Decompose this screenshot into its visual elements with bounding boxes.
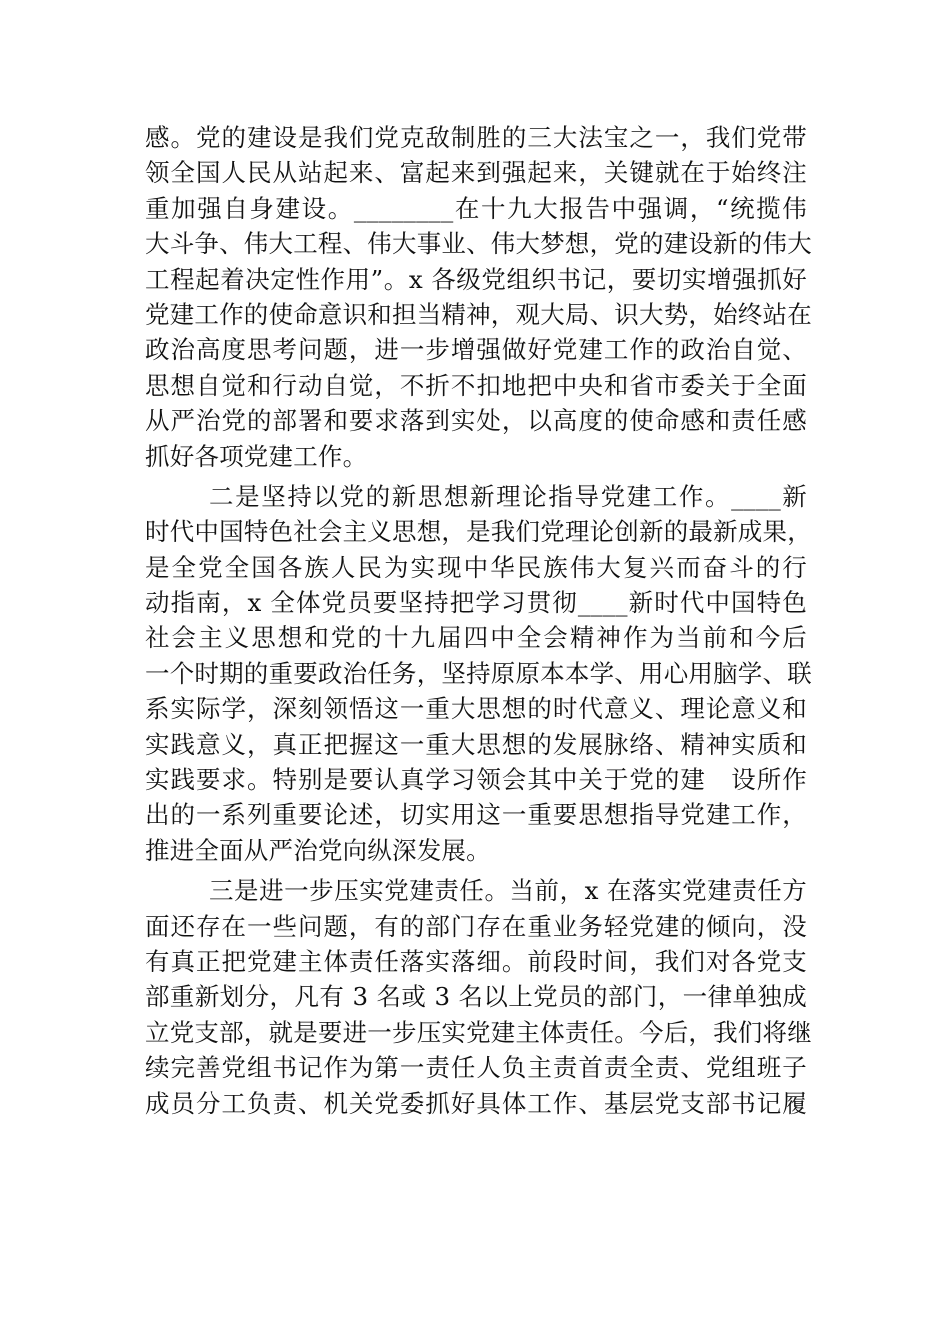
text-line: 社会主义思想和党的十九届四中全会精神作为当前和今后 xyxy=(145,623,807,653)
document-body xyxy=(145,120,812,1121)
text-line: 面还存在一些问题，有的部门存在重业务轻党建的倾向，没 xyxy=(145,911,807,941)
text-line: 从严治党的部署和要求落到实处，以高度的使命感和责任感 xyxy=(145,406,807,436)
text-line: 实践意义，真正把握这一重大思想的发展脉络、精神实质和 xyxy=(145,729,807,759)
paragraph-1 xyxy=(145,120,812,474)
text-line: 重加强自身建设。________在十九大报告中强调，“统揽伟 xyxy=(145,193,807,223)
text-line: 系实际学，深刻领悟这一重大思想的时代意义、理论意义和 xyxy=(145,694,807,724)
text-line: 续完善党组书记作为第一责任人负主责首责全责、党组班子 xyxy=(145,1053,807,1083)
text-line: 动指南，x 全体党员要坚持把学习贯彻____新时代中国特色 xyxy=(145,588,807,618)
text-line: 二是坚持以党的新思想新理论指导党建工作。____新 xyxy=(209,481,807,511)
text-line: 抓好各项党建工作。 xyxy=(145,441,368,471)
text-line: 实践要求。特别是要认真学习领会其中关于党的建 设所作 xyxy=(145,765,807,795)
text-line: 政治高度思考问题，进一步增强做好党建工作的政治自觉、 xyxy=(145,335,807,365)
text-line: 部重新划分，凡有 3 名或 3 名以上党员的部门，一律单独成 xyxy=(145,982,807,1012)
text-line: 工程起着决定性作用”。x 各级党组织书记，要切实增强抓好 xyxy=(145,264,807,294)
text-line: 是全党全国各族人民为实现中华民族伟大复兴而奋斗的行 xyxy=(145,552,807,582)
text-line: 立党支部，就是要进一步压实党建主体责任。今后，我们将继 xyxy=(145,1017,812,1047)
text-line: 领全国人民从站起来、富起来到强起来，关键就在于始终注 xyxy=(145,158,807,188)
text-line: 有真正把党建主体责任落实落细。前段时间，我们对各党支 xyxy=(145,946,807,976)
text-line: 一个时期的重要政治任务，坚持原原本本学、用心用脑学、联 xyxy=(145,658,812,688)
text-line: 三是进一步压实党建责任。当前，x 在落实党建责任方 xyxy=(209,876,807,906)
text-line: 成员分工负责、机关党委抓好具体工作、基层党支部书记履 xyxy=(145,1088,807,1118)
paragraph-3 xyxy=(145,873,812,1121)
text-line: 大斗争、伟大工程、伟大事业、伟大梦想，党的建设新的伟大 xyxy=(145,229,812,259)
text-line: 出的一系列重要论述，切实用这一重要思想指导党建工作， xyxy=(145,800,807,830)
text-line: 时代中国特色社会主义思想，是我们党理论创新的最新成果， xyxy=(145,517,812,547)
text-line: 党建工作的使命意识和担当精神，观大局、识大势，始终站在 xyxy=(145,299,812,329)
text-line: 推进全面从严治党向纵深发展。 xyxy=(145,835,491,865)
paragraph-2 xyxy=(145,479,812,868)
text-line: 感。党的建设是我们党克敌制胜的三大法宝之一，我们党带 xyxy=(145,123,807,152)
text-line: 思想自觉和行动自觉，不折不扣地把中央和省市委关于全面 xyxy=(145,370,807,400)
